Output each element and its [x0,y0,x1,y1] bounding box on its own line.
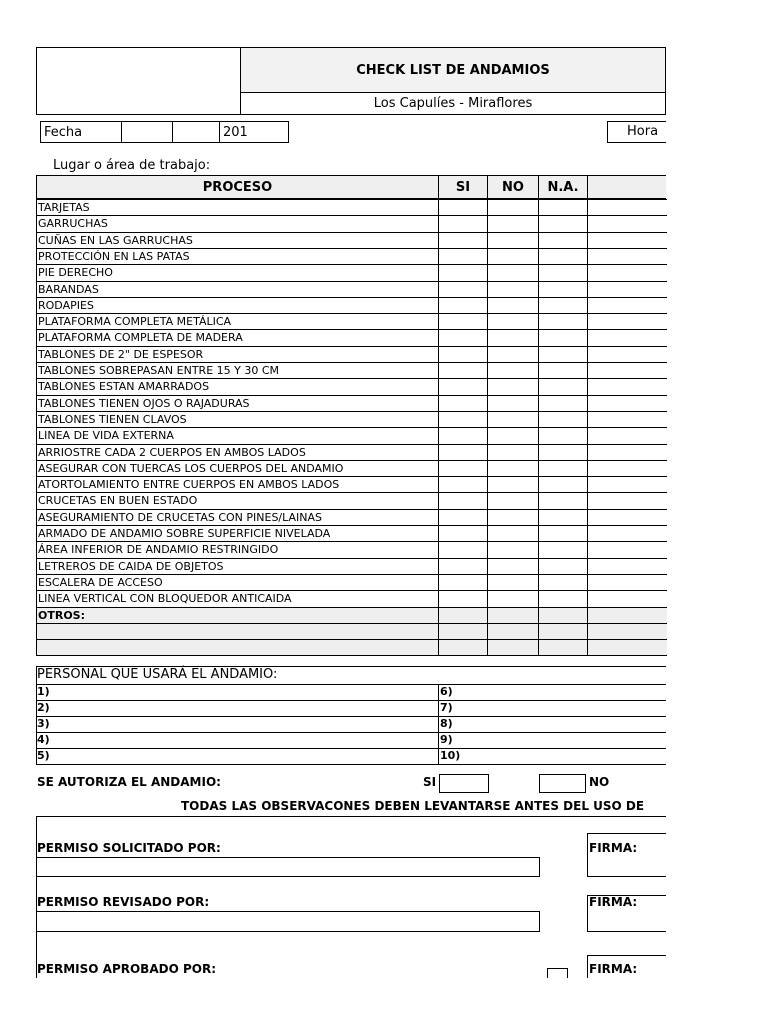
no-cell[interactable] [487,444,539,461]
no-cell[interactable] [487,427,539,445]
personal-right-row[interactable]: 10) [438,748,666,765]
na-cell[interactable] [538,313,588,330]
no-cell[interactable] [487,329,539,347]
na-cell[interactable] [538,460,588,477]
no-cell[interactable] [487,264,539,282]
checklist-item: LINEA VERTICAL CON BLOQUEDOR ANTICAIDA [36,590,439,608]
si-cell[interactable] [438,476,488,493]
na-cell[interactable] [538,509,588,526]
checklist-item: ASEGURAMIENTO DE CRUCETAS CON PINES/LAINAS [36,509,439,526]
fecha-label: Fecha [40,121,122,143]
personal-left-row[interactable]: 3) [36,716,439,733]
logo-box [36,47,241,115]
no-cell[interactable] [487,411,539,428]
checklist-item: ARRIOSTRE CADA 2 CUERPOS EN AMBOS LADOS [36,444,439,461]
obs-cell[interactable] [587,411,667,428]
checklist-item: TABLONES ESTAN AMARRADOS [36,378,439,396]
no-cell[interactable] [487,248,539,265]
otros-label: OTROS: [36,607,439,624]
obs-cell[interactable] [587,639,667,656]
no-cell[interactable] [487,509,539,526]
firma-solicitado-label: FIRMA: [589,841,638,855]
na-cell[interactable] [538,427,588,445]
no-cell[interactable] [487,297,539,314]
si-cell[interactable] [438,525,488,542]
personal-left-row[interactable]: 5) [36,748,439,765]
checklist-item: TABLONES TIENEN OJOS O RAJADURAS [36,395,439,412]
obs-cell[interactable] [587,264,667,282]
si-cell[interactable] [438,378,488,396]
na-cell[interactable] [538,215,588,233]
obs-cell[interactable] [587,378,667,396]
obs-cell[interactable] [587,346,667,363]
personal-left-row[interactable]: 1) [36,684,439,701]
obs-cell[interactable] [587,297,667,314]
form-subtitle: Los Capulíes - Miraflores [240,92,666,115]
no-cell[interactable] [487,378,539,396]
si-cell[interactable] [438,639,488,656]
checklist-item: TABLONES DE 2" DE ESPESOR [36,346,439,363]
firma-aprobado-label: FIRMA: [589,962,638,976]
no-cell[interactable] [487,607,539,624]
obs-cell[interactable] [587,215,667,233]
autoriza-label: SE AUTORIZA EL ANDAMIO: [37,775,221,789]
obs-cell[interactable] [587,509,667,526]
no-cell[interactable] [487,476,539,493]
na-cell[interactable] [538,476,588,493]
fecha-month-field[interactable] [172,121,220,143]
no-cell[interactable] [487,395,539,412]
firma-solicitado-box[interactable] [587,833,666,877]
si-cell[interactable] [438,411,488,428]
si-cell[interactable] [438,427,488,445]
permiso-solicitado-field[interactable] [36,857,540,877]
si-cell[interactable] [438,541,488,559]
na-cell[interactable] [538,378,588,396]
na-cell[interactable] [538,232,588,249]
si-cell[interactable] [438,281,488,298]
na-cell[interactable] [538,607,588,624]
checklist-item: TARJETAS [36,199,439,216]
si-cell[interactable] [438,558,488,575]
no-cell[interactable] [487,215,539,233]
aprobado-checkbox[interactable] [547,968,568,978]
obs-cell[interactable] [587,362,667,379]
personal-right-row[interactable]: 6) [438,684,666,701]
obs-cell[interactable] [587,281,667,298]
na-cell[interactable] [538,590,588,608]
na-cell[interactable] [538,444,588,461]
na-cell[interactable] [538,199,588,216]
si-cell[interactable] [438,444,488,461]
si-cell[interactable] [438,362,488,379]
autoriza-si-box[interactable] [439,774,489,793]
firma-revisado-label: FIRMA: [589,895,638,909]
col-si: SI [438,175,488,199]
obs-cell[interactable] [587,199,667,216]
si-cell[interactable] [438,346,488,363]
obs-bottom-line [36,816,666,817]
no-cell[interactable] [487,232,539,249]
na-cell[interactable] [538,525,588,542]
checklist-item: LINEA DE VIDA EXTERNA [36,427,439,445]
si-cell[interactable] [438,460,488,477]
obs-cell[interactable] [587,460,667,477]
checklist-item: ATORTOLAMIENTO ENTRE CUERPOS EN AMBOS LADOS [36,476,439,493]
personal-title: PERSONAL QUE USARÁ EL ANDAMIO: [37,667,278,682]
no-cell[interactable] [487,460,539,477]
si-cell[interactable] [438,248,488,265]
col-na: N.A. [538,175,588,199]
si-cell[interactable] [438,199,488,216]
na-cell[interactable] [538,623,588,640]
col-obs [587,175,666,199]
hora-label: Hora [627,124,659,139]
si-cell[interactable] [438,264,488,282]
fecha-year-field[interactable]: 201 [219,121,289,143]
si-cell[interactable] [438,329,488,347]
autoriza-no-label: NO [589,775,610,789]
si-cell[interactable] [438,395,488,412]
checklist-item: PROTECCIÓN EN LAS PATAS [36,248,439,265]
obs-cell[interactable] [587,607,667,624]
permiso-solicitado-label: PERMISO SOLICITADO POR: [37,841,221,855]
si-cell[interactable] [438,215,488,233]
obs-cell[interactable] [587,248,667,265]
no-cell[interactable] [487,525,539,542]
no-cell[interactable] [487,623,539,640]
checklist-item: GARRUCHAS [36,215,439,233]
autoriza-no-box[interactable] [539,774,586,793]
lugar-label: Lugar o área de trabajo: [53,158,211,173]
obs-cell[interactable] [587,558,667,575]
si-cell[interactable] [438,297,488,314]
na-cell[interactable] [538,281,588,298]
personal-top-line [36,666,666,667]
obs-cell[interactable] [587,623,667,640]
permiso-aprobado-label: PERMISO APROBADO POR: [37,962,216,976]
obs-cell[interactable] [587,492,667,510]
si-cell[interactable] [438,574,488,591]
no-cell[interactable] [487,492,539,510]
obs-cell[interactable] [587,427,667,445]
autoriza-si-label: SI [423,775,437,789]
checklist-item: LETREROS DE CAIDA DE OBJETOS [36,558,439,575]
checklist-item: ARMADO DE ANDAMIO SOBRE SUPERFICIE NIVELADA [36,525,439,542]
si-cell[interactable] [438,509,488,526]
checklist-item: PLATAFORMA COMPLETA DE MADERA [36,329,439,347]
fecha-day-field[interactable] [121,121,173,143]
na-cell[interactable] [538,395,588,412]
obs-cell[interactable] [587,313,667,330]
no-cell[interactable] [487,313,539,330]
obs-cell[interactable] [587,541,667,559]
permiso-revisado-label: PERMISO REVISADO POR: [37,895,210,909]
si-cell[interactable] [438,607,488,624]
na-cell[interactable] [538,639,588,656]
no-cell[interactable] [487,281,539,298]
checklist-item: BARANDAS [36,281,439,298]
si-cell[interactable] [438,492,488,510]
checklist-item: CRUCETAS EN BUEN ESTADO [36,492,439,510]
obs-cell[interactable] [587,232,667,249]
checklist-item: ÁREA INFERIOR DE ANDAMIO RESTRINGIDO [36,541,439,559]
si-cell[interactable] [438,590,488,608]
otros-blank-row [36,639,439,656]
obs-cell[interactable] [587,444,667,461]
form-title: CHECK LIST DE ANDAMIOS [240,47,666,93]
no-cell[interactable] [487,362,539,379]
personal-right-row[interactable]: 9) [438,732,666,749]
si-cell[interactable] [438,313,488,330]
na-cell[interactable] [538,297,588,314]
na-cell[interactable] [538,248,588,265]
na-cell[interactable] [538,574,588,591]
checklist-item: ASEGURAR CON TUERCAS LOS CUERPOS DEL ANDAMIO [36,460,439,477]
permiso-revisado-field[interactable] [36,911,540,932]
obs-cell[interactable] [587,329,667,347]
na-cell[interactable] [538,411,588,428]
na-cell[interactable] [538,362,588,379]
personal-left-row[interactable]: 2) [36,700,439,717]
checklist-item: TABLONES TIENEN CLAVOS [36,411,439,428]
na-cell[interactable] [538,492,588,510]
obs-cell[interactable] [587,476,667,493]
obs-cell[interactable] [587,590,667,608]
personal-right-row[interactable]: 7) [438,700,666,717]
no-cell[interactable] [487,574,539,591]
na-cell[interactable] [538,558,588,575]
si-cell[interactable] [438,232,488,249]
checklist-item: PLATAFORMA COMPLETA METÁLICA [36,313,439,330]
col-no: NO [487,175,539,199]
checklist-item: CUÑAS EN LAS GARRUCHAS [36,232,439,249]
no-cell[interactable] [487,639,539,656]
no-cell[interactable] [487,541,539,559]
obs-cell[interactable] [587,395,667,412]
no-cell[interactable] [487,199,539,216]
si-cell[interactable] [438,623,488,640]
na-cell[interactable] [538,329,588,347]
na-cell[interactable] [538,264,588,282]
obs-cell[interactable] [587,574,667,591]
no-cell[interactable] [487,590,539,608]
otros-blank-row [36,623,439,640]
personal-right-row[interactable]: 8) [438,716,666,733]
col-proceso: PROCESO [36,175,439,199]
checklist-item: PIE DERECHO [36,264,439,282]
no-cell[interactable] [487,558,539,575]
observaciones-note: TODAS LAS OBSERVACONES DEBEN LEVANTARSE ANTES DEL USO DE [181,799,645,813]
na-cell[interactable] [538,346,588,363]
checklist-item: ESCALERA DE ACCESO [36,574,439,591]
checklist-item: TABLONES SOBREPASAN ENTRE 15 Y 30 CM [36,362,439,379]
obs-cell[interactable] [587,525,667,542]
personal-left-row[interactable]: 4) [36,732,439,749]
no-cell[interactable] [487,346,539,363]
na-cell[interactable] [538,541,588,559]
checklist-item: RODAPIES [36,297,439,314]
